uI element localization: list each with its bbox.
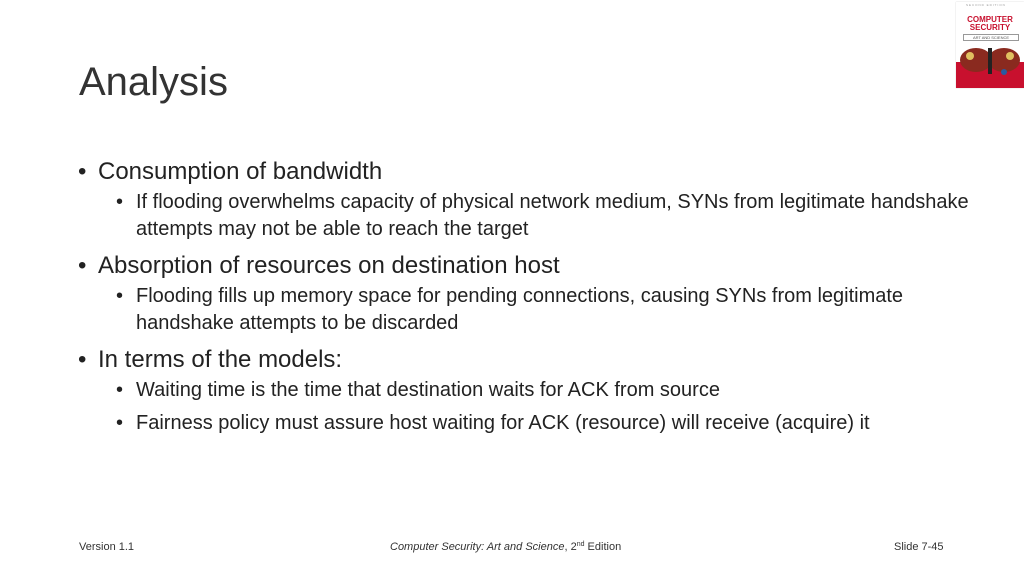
bullet-text: Absorption of resources on destination host (98, 252, 560, 279)
sub-bullet-list (98, 189, 978, 243)
cover-title-line1: COMPUTER (967, 15, 1013, 24)
butterfly-body (988, 48, 992, 74)
cover-subtitle: ART AND SCIENCE (963, 34, 1019, 41)
bullet-resources (78, 249, 978, 337)
footer-book-title (390, 541, 621, 553)
footer-separator: , (564, 541, 571, 553)
footer-edition-suffix: nd (576, 541, 585, 548)
book-cover-image (956, 2, 1024, 88)
slide-title: Analysis (79, 60, 228, 104)
sub-bullet-list (98, 283, 978, 337)
sub-bullet: • If flooding overwhelms capacity of physical network medium, SYNs from legitimate handshake attempts may not be able to reach the target (98, 189, 978, 243)
sub-bullet: • Flooding fills up memory space for pending connections, causing SYNs from legitimate handshake attempts to be discarded (98, 283, 978, 337)
cover-edition-text: SECOND EDITION (966, 3, 1006, 7)
footer-edition-number: 2 (570, 541, 577, 553)
bullet-text: In terms of the models: (98, 346, 343, 373)
cover-title-line2: SECURITY (969, 23, 1011, 32)
footer-book-name: Computer Security: Art and Science (390, 541, 565, 553)
bullet-bandwidth (78, 155, 978, 243)
wing-eyespot-left (966, 52, 974, 60)
footer-version: Version 1.1 (79, 541, 135, 553)
sub-bullet: • Waiting time is the time that destination waits for ACK from source (98, 377, 978, 404)
butterfly-left-wing (960, 48, 992, 72)
bullet-list (78, 155, 978, 443)
butterfly-right-wing (988, 48, 1020, 72)
cover-title (956, 16, 1024, 32)
wing-eyespot-right (1006, 52, 1014, 60)
sub-bullet-list (98, 377, 978, 437)
sub-bullet: • Fairness policy must assure host waiting for ACK (resource) will receive (acquire) it (98, 410, 978, 437)
footer-slide-number: Slide 7-45 (894, 541, 944, 553)
bullet-text: Consumption of bandwidth (98, 158, 383, 185)
wing-blue-spot (1001, 69, 1007, 75)
butterfly-illustration (956, 42, 1024, 88)
footer-edition-word: Edition (584, 541, 622, 553)
bullet-models (78, 343, 978, 437)
